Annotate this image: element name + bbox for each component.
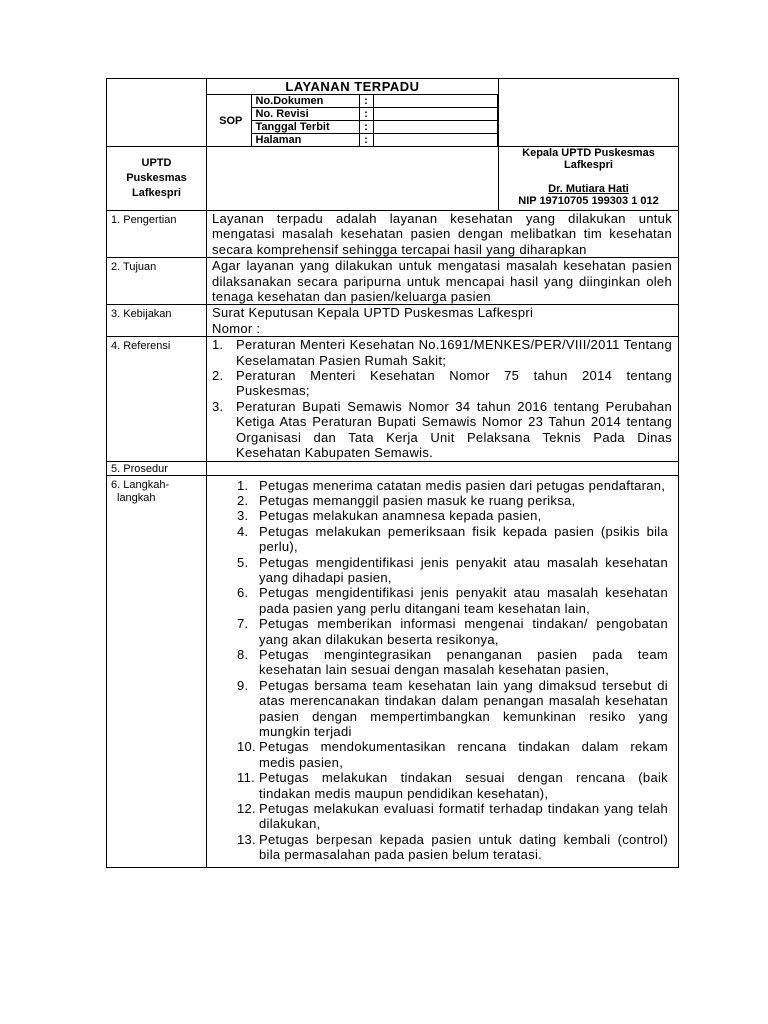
organization-name	[107, 147, 207, 211]
field-value-tanggal-terbit	[373, 121, 498, 134]
logo-cell	[107, 79, 207, 147]
list-text: Petugas melakukan pemeriksaan fisik kepada pasien (psikis bila perlu),	[259, 523, 668, 555]
kebijakan-line: Surat Keputusan Kepala UPTD Puskesmas Lafkespri	[212, 305, 534, 321]
field-value-halaman	[373, 134, 498, 147]
field-value-no-dokumen	[373, 95, 498, 108]
list-text: Peraturan Menteri Kesehatan No.1691/MENKES/PER/VIII/2011 Tentang Keselamatan Pasien Rumah Sakit;	[236, 337, 672, 368]
field-sep: :	[359, 121, 373, 134]
list-item	[212, 399, 672, 461]
list-item	[237, 770, 668, 801]
list-number: 3.	[237, 508, 249, 524]
section-label-langkah: 6. Langkah-langkah	[107, 475, 207, 867]
section-text-tujuan: Agar layanan yang dilakukan untuk mengatasi masalah kesehatan pasien dilaksanakan secara paripurna untuk mencapai hasil yang diinginkan oleh tenaga kesehatan dan pasien/keluarga pasien	[207, 258, 679, 305]
sop-table	[106, 78, 679, 868]
list-number: 9.	[237, 677, 249, 693]
section-referensi-list	[207, 337, 679, 461]
list-text: Petugas melakukan anamnesa kepada pasien,	[259, 508, 542, 524]
section-label-pengertian: 1. Pengertian	[107, 211, 207, 258]
org-line: UPTD	[141, 157, 172, 169]
list-text: Petugas berpesan kepada pasien untuk dating kembali (control) bila permasalahan pada pasien belum teratasi.	[259, 831, 668, 863]
org-line: Lafkespri	[132, 187, 181, 199]
list-text: Petugas melakukan tindakan sesuai dengan rencana (baik tindakan medis maupun pendidikan kesehatan),	[259, 770, 668, 801]
section-label-tujuan: 2. Tujuan	[107, 258, 207, 305]
field-sep: :	[359, 95, 373, 108]
list-number: 6.	[237, 585, 249, 601]
header-middle-blank	[207, 147, 499, 211]
signatory-title: Lafkespri	[564, 159, 613, 171]
org-line: Puskesmas	[126, 172, 187, 184]
list-text: Petugas memberikan informasi mengenai tindakan/ pengobatan yang akan dilakukan beserta resikonya,	[259, 616, 668, 647]
list-text: Petugas mendokumentasikan rencana tindakan dalam rekam medis pasien,	[259, 739, 668, 770]
list-number: 4.	[237, 523, 249, 539]
list-text: Petugas mengidentifikasi jenis penyakit atau masalah kesehatan yang dihadapi pasien,	[259, 554, 668, 585]
list-number: 8.	[237, 646, 249, 662]
list-number: 12.	[237, 801, 256, 817]
list-number: 7.	[237, 616, 249, 632]
list-number: 2.	[212, 368, 224, 384]
list-number: 2.	[237, 492, 249, 508]
section-text-pengertian: Layanan terpadu adalah layanan kesehatan yang dilakukan untuk mengatasi masalah kesehatan pasien dengan melibatkan tim kesehatan secara komprehensif sehingga tercapai hasil yang diharapkan	[207, 211, 679, 258]
list-item	[237, 524, 668, 555]
signatory-block	[499, 147, 679, 211]
signatory-nip: NIP 19710705 199303 1 012	[518, 195, 659, 207]
signatory-name: Dr. Mutiara Hati	[548, 183, 629, 195]
list-text: Petugas melakukan evaluasi formatif terhadap tindakan yang telah dilakukan,	[259, 801, 668, 832]
field-label-halaman: Halaman	[251, 134, 359, 147]
list-text: Petugas bersama team kesehatan lain yang dimaksud tersebut di atas merencanakan tindakan dalam penangan masalah kesehatan pasien dengan mempertimbangkan kemunkinan resiko yang mungkin terjadi	[259, 677, 668, 739]
list-item	[237, 801, 668, 832]
sop-document	[106, 78, 678, 868]
list-item	[212, 337, 672, 368]
list-number: 13.	[237, 831, 256, 847]
field-sep: :	[359, 134, 373, 147]
field-value-no-revisi	[373, 108, 498, 121]
list-item	[237, 832, 668, 863]
list-text: Peraturan Bupati Semawis Nomor 34 tahun 2016 tentang Perubahan Ketiga Atas Peraturan Bupati Semawis Nomor 23 Tahun 2014 tentang Organisasi dan Tata Kerja Unit Pelaksana Teknis Pada Dinas Kesehatan Kabupaten Semawis.	[236, 398, 672, 461]
list-item	[237, 647, 668, 678]
section-text-kebijakan	[207, 305, 679, 337]
list-number: 5.	[237, 554, 249, 570]
field-label-no-revisi: No. Revisi	[251, 108, 359, 121]
field-label-tanggal-terbit: Tanggal Terbit	[251, 121, 359, 134]
list-text: Petugas menerima catatan medis pasien dari petugas pendaftaran,	[259, 477, 666, 493]
list-item	[237, 478, 668, 493]
list-number: 1.	[212, 337, 224, 353]
field-sep: :	[359, 108, 373, 121]
sop-label: SOP	[207, 95, 251, 146]
header-right-blank	[499, 79, 679, 147]
list-text: Petugas memanggil pasien masuk ke ruang periksa,	[259, 492, 576, 508]
list-number: 11.	[237, 770, 256, 786]
section-langkah-list	[207, 475, 679, 867]
section-label-kebijakan: 3. Kebijakan	[107, 305, 207, 337]
field-label-no-dokumen: No.Dokumen	[251, 95, 359, 108]
list-item	[237, 585, 668, 616]
list-item	[237, 616, 668, 647]
kebijakan-line: Nomor :	[212, 320, 261, 336]
list-text: Petugas mengidentifikasi jenis penyakit atau masalah kesehatan pada pasien yang perlu ditangani team kesehatan lain,	[259, 585, 668, 616]
list-item	[212, 368, 672, 399]
section-text-prosedur	[207, 461, 679, 475]
list-item	[237, 508, 668, 523]
section-label-prosedur: 5. Prosedur	[107, 461, 207, 475]
list-item	[237, 739, 668, 770]
signatory-title: Kepala UPTD Puskesmas	[522, 147, 655, 159]
document-title: LAYANAN TERPADU	[207, 79, 498, 95]
list-text: Peraturan Menteri Kesehatan Nomor 75 tahun 2014 tentang Puskesmas;	[236, 368, 672, 399]
list-item	[237, 493, 668, 508]
list-number: 3.	[212, 398, 224, 414]
list-text: Petugas mengintegrasikan penanganan pasien pada team kesehatan lain sesuai dengan masalah kesehatan pasien,	[259, 646, 668, 678]
header-center	[207, 79, 499, 147]
list-number: 10.	[237, 739, 256, 755]
list-item	[237, 678, 668, 740]
list-number: 1.	[237, 477, 249, 493]
section-label-referensi: 4. Referensi	[107, 337, 207, 461]
list-item	[237, 555, 668, 586]
